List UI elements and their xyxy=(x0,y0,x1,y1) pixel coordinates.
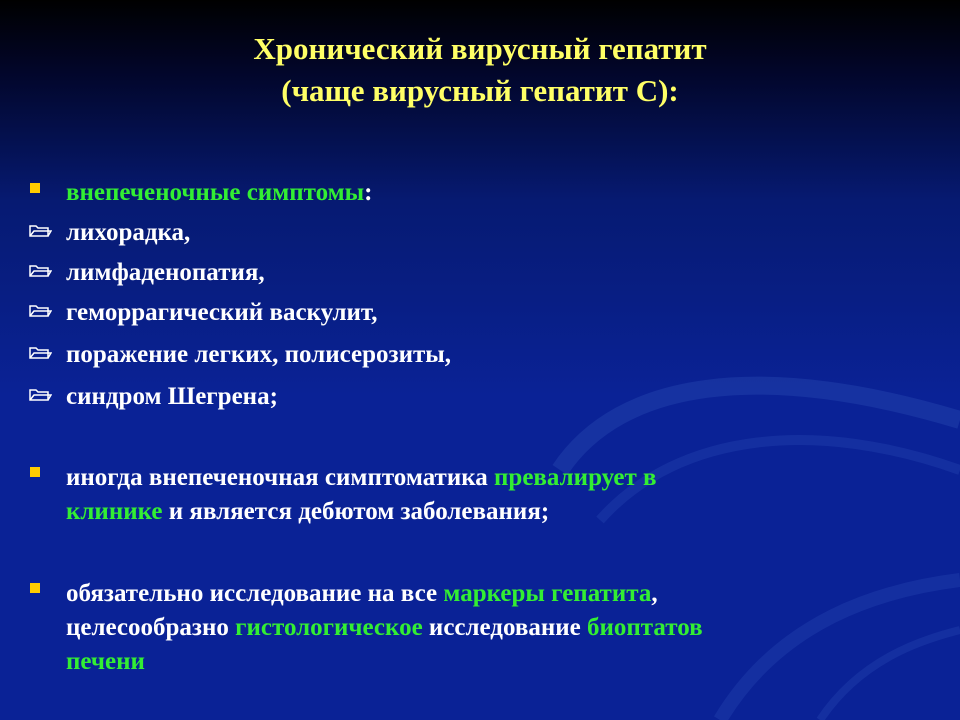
open-folder-icon xyxy=(28,386,52,402)
paragraph-markers xyxy=(66,577,926,679)
open-folder-icon xyxy=(28,262,52,278)
highlight-run: биоптатов xyxy=(587,614,703,641)
list-item: поражение легких, полисерозиты, xyxy=(66,341,452,368)
highlight-run: клинике xyxy=(66,498,163,525)
square-bullet-icon xyxy=(30,467,40,477)
highlight-run: печени xyxy=(66,648,145,675)
open-folder-icon xyxy=(28,302,52,318)
text-run: обязательно исследование на все xyxy=(66,580,444,607)
square-bullet-icon xyxy=(30,183,40,193)
text-run: исследование xyxy=(422,614,587,641)
list-item: синдром Шегрена; xyxy=(66,383,278,410)
title-line-1: Хронический вирусный гепатит xyxy=(253,31,707,66)
title-line-2: (чаще вирусный гепатит С): xyxy=(281,73,679,108)
open-folder-icon xyxy=(28,344,52,360)
square-bullet-icon xyxy=(30,583,40,593)
list-item: лимфаденопатия, xyxy=(66,259,265,286)
extrahepatic-heading-colon: : xyxy=(364,179,373,206)
text-run: , xyxy=(651,580,658,607)
slide-title xyxy=(0,28,960,112)
text-run: иногда внепеченочная симптоматика xyxy=(66,464,495,491)
paragraph-prevalence xyxy=(66,461,926,529)
extrahepatic-heading-text: внепеченочные симптомы xyxy=(66,179,365,206)
list-item: геморрагический васкулит, xyxy=(66,299,378,326)
extrahepatic-heading xyxy=(66,176,926,210)
text-run: и является дебютом заболевания; xyxy=(162,498,550,525)
highlight-run: превалирует в xyxy=(494,464,657,491)
list-item: лихорадка, xyxy=(66,219,191,246)
text-run: целесообразно xyxy=(66,614,236,641)
highlight-run: гистологическое xyxy=(235,614,423,641)
highlight-run: маркеры гепатита xyxy=(443,580,652,607)
open-folder-icon xyxy=(28,222,52,238)
